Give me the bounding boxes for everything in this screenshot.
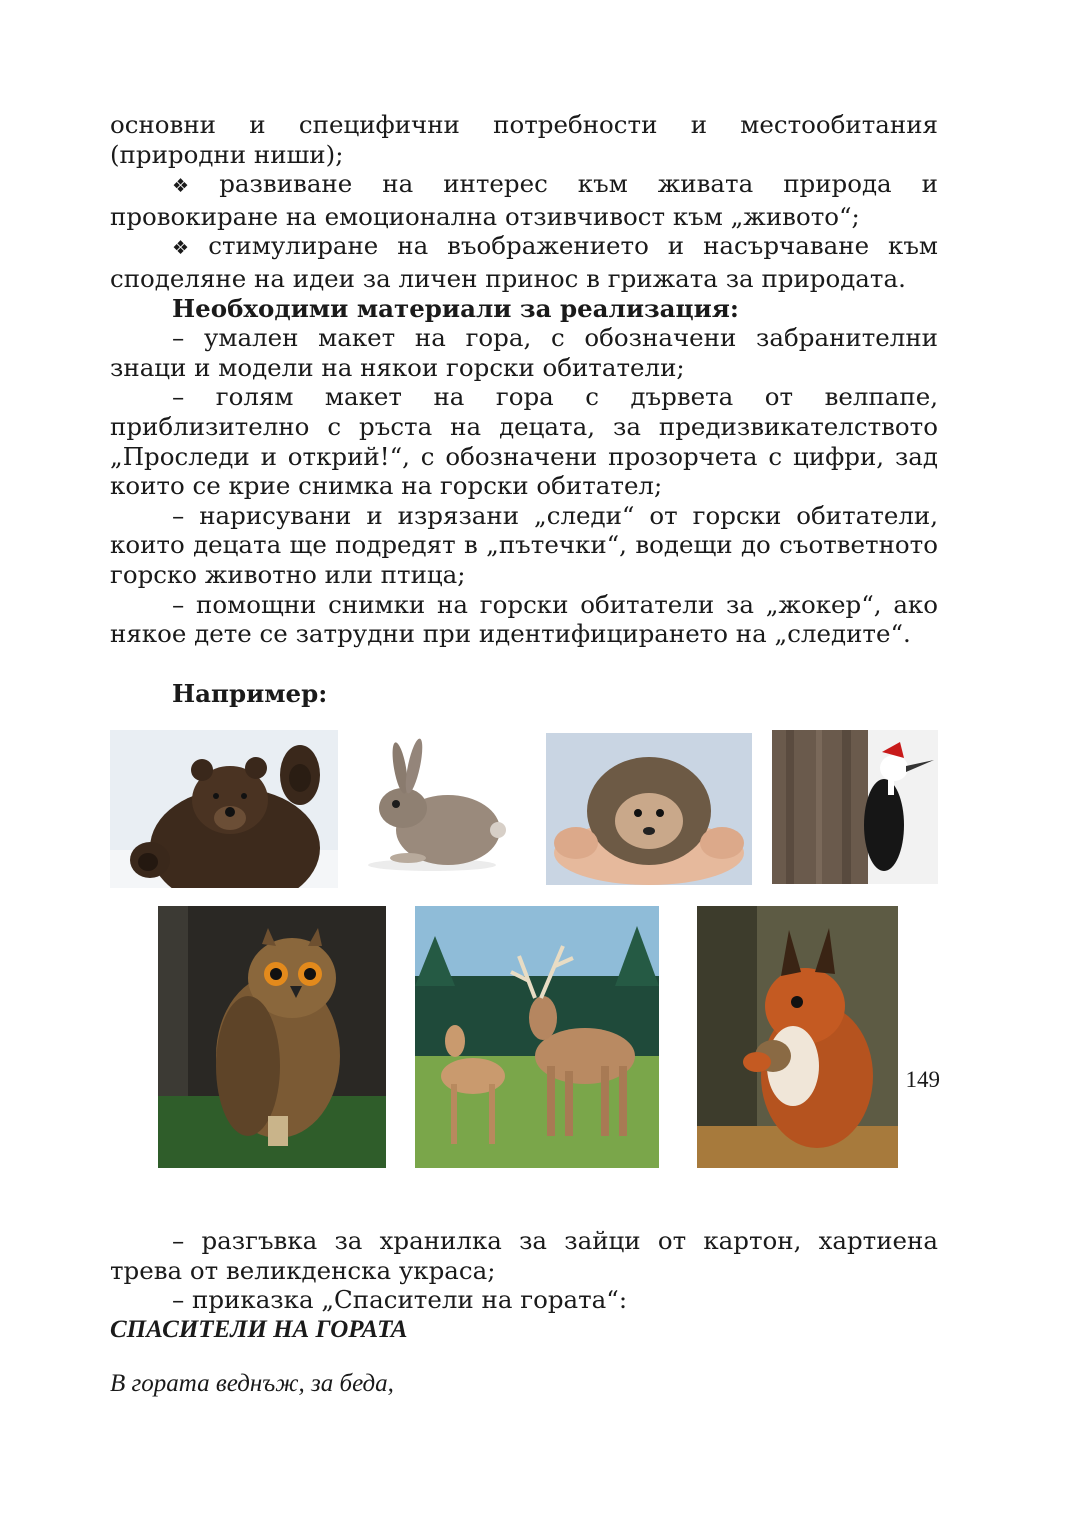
material-item-helper-photos: – помощни снимки на горски обитатели за „жокер“, ако някое дете се затрудни при идентифицирането на „следите“. bbox=[110, 589, 938, 649]
poem-title: СПАСИТЕЛИ НА ГОРАТА bbox=[110, 1316, 408, 1344]
bullet-item-imagination: ❖ стимулиране на въображението и насърчаване към споделяне на идеи за личен принос в грижата за природата. bbox=[110, 231, 938, 293]
material-item-tracks: – нарисувани и изрязани „следи“ от горски обитатели, които децата ще подредят в „пътечки“, водещи до съответното горско животно или птица; bbox=[110, 500, 938, 589]
material-item-tale: – приказка „Спасители на гората“: bbox=[172, 1285, 628, 1315]
rabbit-photo bbox=[348, 730, 516, 888]
deer-photo bbox=[415, 906, 659, 1168]
hedgehog-photo bbox=[546, 733, 752, 885]
bear-photo bbox=[110, 730, 338, 888]
owl-photo bbox=[158, 906, 386, 1168]
four-diamond-bullet-icon: ❖ bbox=[172, 175, 212, 198]
material-item-large-model: – голям макет на гора с дървета от велпапе, приблизително с ръста на децата, за предизвикателството „Проследи и открий!“, с обозначени прозорчета с цифри, зад които се крие снимка на горски обитател; bbox=[110, 382, 938, 501]
material-item-feeder: – разгъвка за хранилка за зайци от картон, хартиена трева от великденска украса; bbox=[110, 1226, 938, 1285]
animal-photo-grid bbox=[110, 730, 938, 1200]
page-number: 149 bbox=[905, 1067, 940, 1092]
poem-line: В гората веднъж, за беда, bbox=[110, 1370, 394, 1398]
squirrel-photo bbox=[697, 906, 898, 1168]
paragraph-continuation: основни и специфични потребности и местообитания (природни ниши); bbox=[110, 110, 938, 169]
bullet-item-interest: ❖ развиване на интерес към живата природа и провокиране на емоционална отзивчивост към „живото“; bbox=[110, 169, 938, 231]
material-item-small-model: – умален макет на гора, с обозначени забранителни знаци и модели на някои горски обитатели; bbox=[110, 323, 938, 382]
four-diamond-bullet-icon: ❖ bbox=[172, 237, 201, 260]
materials-heading: Необходими материали за реализация: bbox=[172, 293, 739, 323]
page-body bbox=[110, 110, 938, 1399]
example-heading: Например: bbox=[172, 678, 328, 708]
woodpecker-photo bbox=[772, 730, 938, 884]
